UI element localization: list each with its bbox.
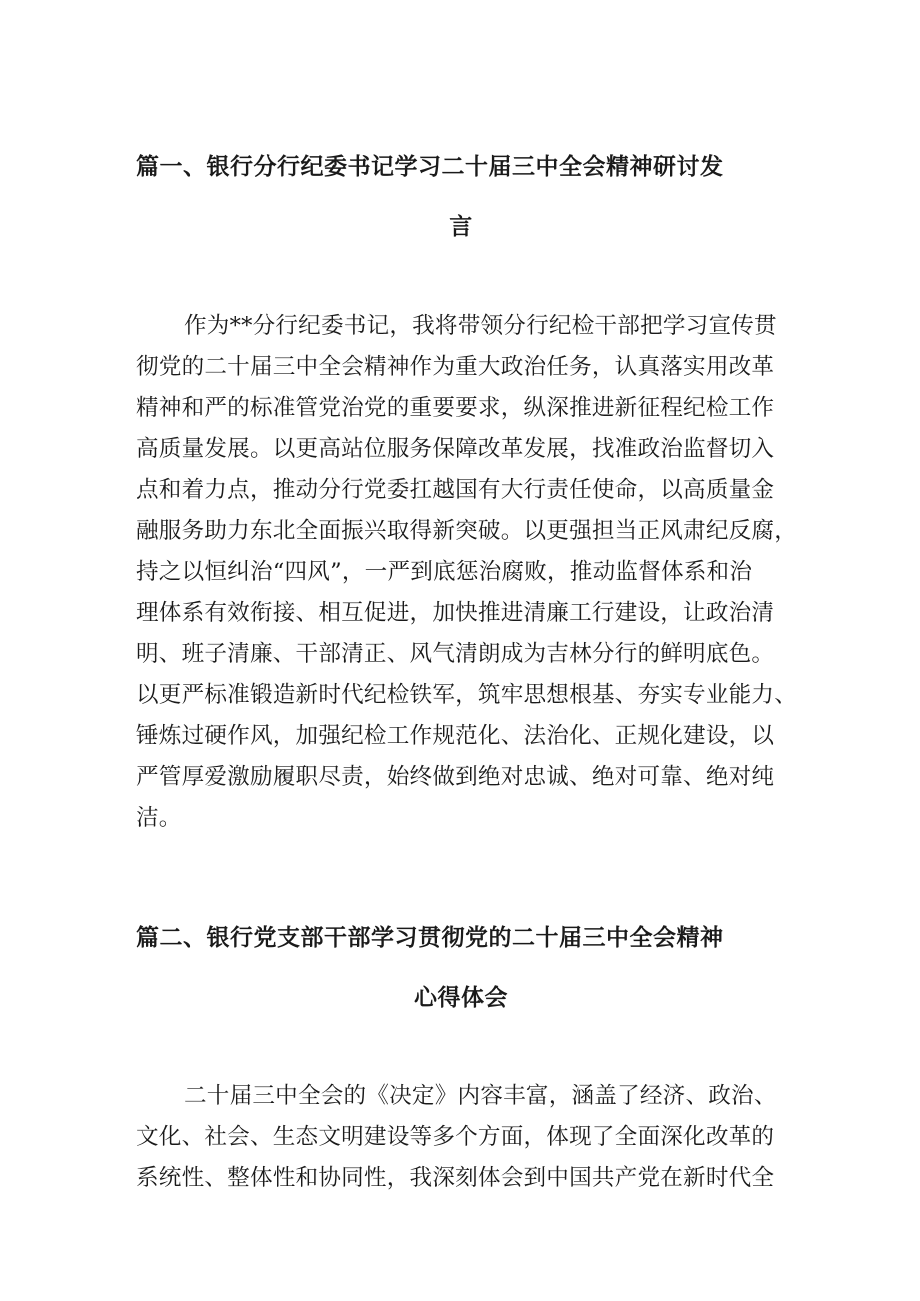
section1-line: 精神和严的标准管党治党的重要要求，纵深推进新征程纪检工作 <box>136 395 775 421</box>
section1-line: 理体系有效衔接、相互促进，加快推进清廉工行建设，让政治清 <box>136 600 775 626</box>
section1-line: 严管厚爱激励履职尽责，始终做到绝对忠诚、绝对可靠、绝对纯 <box>136 764 775 790</box>
section1-line: 彻党的二十届三中全会精神作为重大政治任务，认真落实用改革 <box>136 354 775 380</box>
section1-title-line1: 篇一、银行分行纪委书记学习二十届三中全会精神研讨发 <box>136 154 724 180</box>
section2-title-line2: 心得体会 <box>414 985 508 1011</box>
section2-title-line1: 篇二、银行党支部干部学习贯彻党的二十届三中全会精神 <box>136 925 724 951</box>
section1-line: 以更严标准锻造新时代纪检铁军，筑牢思想根基、夯实专业能力、 <box>136 682 798 708</box>
section1-line: 持之以恒纠治“四风”，一严到底惩治腐败，推动监督体系和治 <box>136 559 753 585</box>
section2-line: 文化、社会、生态文明建设等多个方面，体现了全面深化改革的 <box>136 1124 775 1150</box>
section1-line: 锤炼过硬作风，加强纪检工作规范化、法治化、正规化建设，以 <box>136 723 775 749</box>
section1-line: 洁。 <box>136 805 182 831</box>
section2-line: 二十届三中全会的《决定》内容丰富，涵盖了经济、政治、 <box>184 1083 777 1109</box>
section1-line: 明、班子清廉、干部清正、风气清朗成为吉林分行的鲜明底色。 <box>136 641 775 667</box>
section1-line: 高质量发展。以更高站位服务保障改革发展，找准政治监督切入 <box>136 436 775 462</box>
section1-line: 融服务助力东北全面振兴取得新突破。以更强担当正风肃纪反腐， <box>136 518 798 544</box>
section1-title-line2: 言 <box>449 214 473 240</box>
section2-line: 系统性、整体性和协同性，我深刻体会到中国共产党在新时代全 <box>136 1165 775 1191</box>
section1-line: 作为**分行纪委书记，我将带领分行纪检干部把学习宣传贯 <box>184 313 777 339</box>
section1-line: 点和着力点，推动分行党委扛越国有大行责任使命，以高质量金 <box>136 477 775 503</box>
